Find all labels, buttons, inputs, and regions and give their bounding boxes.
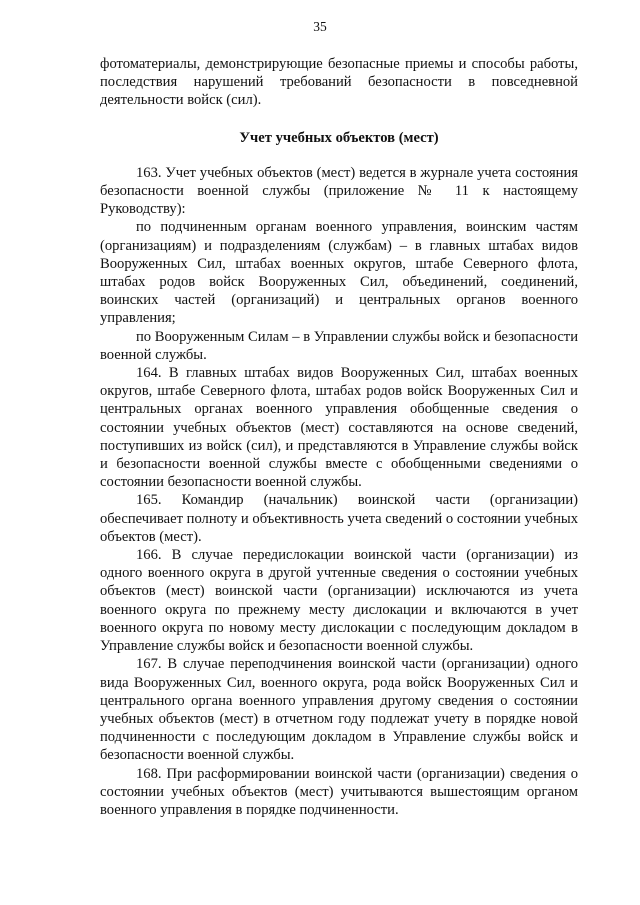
paragraph-163-armed-forces: по Вооруженным Силам – в Управлении службы войск и безопасности военной службы. xyxy=(100,328,578,363)
paragraph-166: 166. В случае передислокации воинской части (организации) из одного военного округа в другой учтенные сведения о состоянии учебных объектов (мест) воинской части (организации) исключаются из учета военного округа по прежнему месту дислокации и включаются в учет военного округа по новому месту дислокации с последующим докладом в Управление службы войск и безопасности военной службы. xyxy=(100,547,578,655)
page-number: 35 xyxy=(313,19,327,34)
paragraph-164: 164. В главных штабах видов Вооруженных Сил, штабах военных округов, штабе Северного флота, штабах родов войск Вооруженных Сил и центральных органах военного управления обобщенные сведения о состоянии учебных объектов (мест) составляются на основе сведений, поступивших из войск (сил), и представляются в Управление службы войск и безопасности военной службы вместе с обобщенными сведениями о состоянии безопасности военной службы. xyxy=(100,365,578,491)
paragraph-163-subordinate-bodies: по подчиненным органам военного управления, воинским частям (организациям) и подразделениям (службам) – в главных штабах видов Вооруженных Сил, штабах военных округов, штабе Северного флота, штабах родов войск Вооруженных Сил, объединений, соединений, воинских частей (организаций) и центральных органов военного управления; xyxy=(100,219,578,327)
document-body xyxy=(100,55,578,819)
intro-paragraph: фотоматериалы, демонстрирующие безопасные приемы и способы работы, последствия нарушений требований безопасности в повседневной деятельности войск (сил). xyxy=(100,56,578,109)
paragraph-165: 165. Командир (начальник) воинской части (организации) обеспечивает полноту и объективность учета сведений о состоянии учебных объектов (мест). xyxy=(100,492,578,545)
paragraph-167: 167. В случае переподчинения воинской части (организации) одного вида Вооруженных Сил, военного округа, рода войск Вооруженных Сил и центрального органа военного управления другому сведения о состоянии учебных объектов (мест) в отчетном году подлежат учету в порядке новой подчиненности с последующим докладом в Управление службы войск и безопасности военной службы. xyxy=(100,656,578,764)
paragraph-163: 163. Учет учебных объектов (мест) ведется в журнале учета состояния безопасности военной службы (приложение № 11 к настоящему Руководству): xyxy=(100,164,578,218)
paragraph-168: 168. При расформировании воинской части (организации) сведения о состоянии учебных объектов (мест) учитываются вышестоящим органом военного управления в порядке подчиненности. xyxy=(100,765,578,818)
section-heading: Учет учебных объектов (мест) xyxy=(239,129,439,146)
